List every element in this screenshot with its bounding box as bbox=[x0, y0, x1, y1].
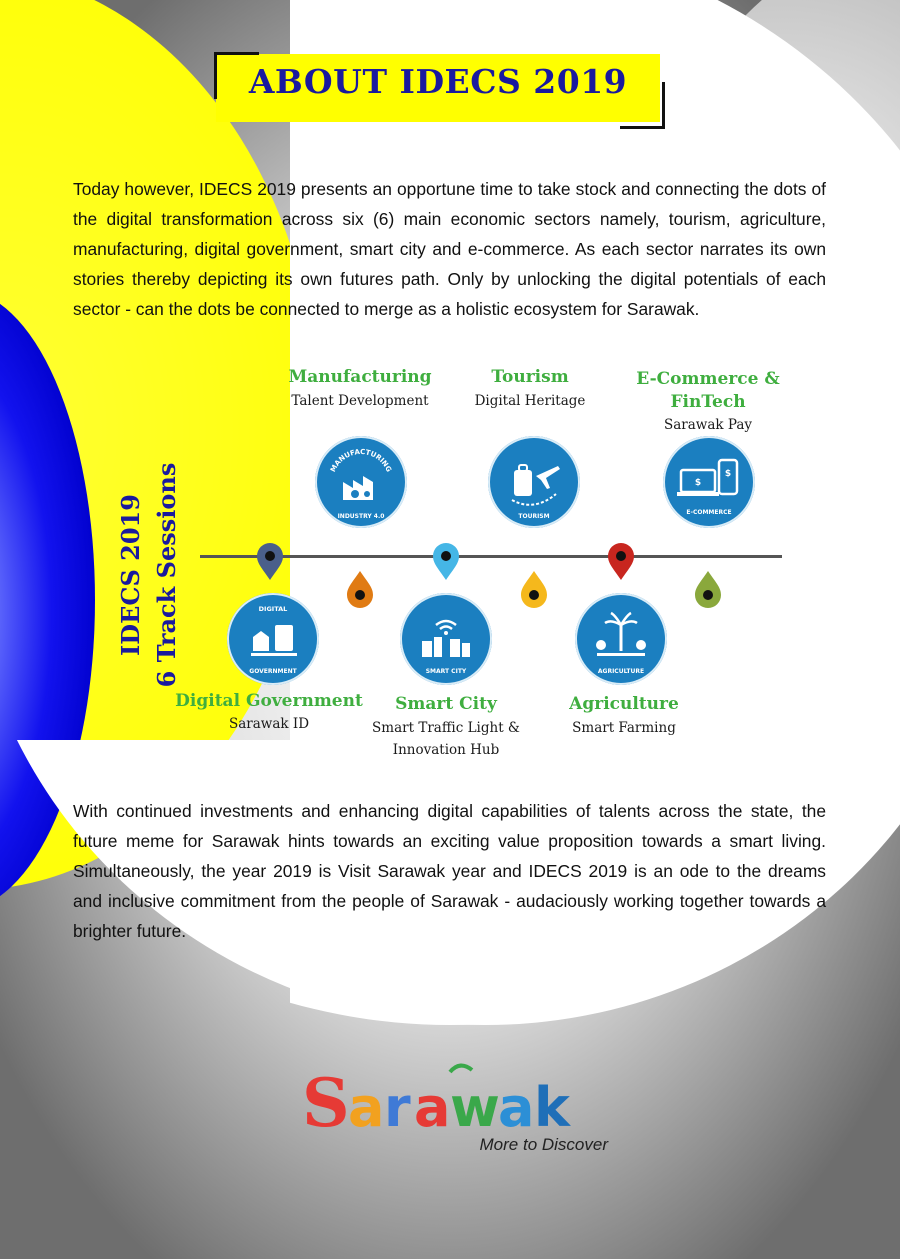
svg-text:MANUFACTURING bbox=[329, 448, 393, 474]
svg-text:$: $ bbox=[694, 478, 702, 488]
ecommerce-pin bbox=[695, 570, 721, 608]
svg-text:a: a bbox=[348, 1076, 385, 1139]
tourism-icon-label: TOURISM bbox=[518, 513, 550, 520]
svg-text:k: k bbox=[534, 1076, 570, 1139]
smart-city-subtitle: Smart Traffic Light & bbox=[372, 720, 520, 736]
title-banner bbox=[216, 54, 660, 122]
svg-text:$: $ bbox=[724, 469, 732, 479]
manufacturing-icon-label: MANUFACTURING bbox=[329, 447, 393, 474]
ecommerce-title-line2: FinTech bbox=[670, 392, 746, 412]
svg-text:S: S bbox=[302, 1064, 350, 1142]
vertical-label-line2: 6 Track Sessions bbox=[152, 462, 181, 688]
smart-city-icon-label: SMART CITY bbox=[425, 668, 467, 675]
logo-tagline: More to Discover bbox=[479, 1135, 608, 1154]
ecommerce-icon-label: E-COMMERCE bbox=[686, 509, 732, 516]
page-title: ABOUT IDECS 2019 bbox=[248, 62, 628, 101]
tourism-subtitle: Digital Heritage bbox=[474, 393, 586, 409]
smart-city-icon bbox=[400, 593, 492, 685]
ecommerce-title: E-Commerce & bbox=[636, 369, 780, 389]
title-corner-top-left bbox=[214, 52, 259, 99]
digital-government-subtitle: Sarawak ID bbox=[228, 716, 310, 732]
tourism-pin bbox=[521, 570, 547, 608]
manufacturing-pin bbox=[347, 570, 373, 608]
sarawak-logo bbox=[300, 1058, 620, 1158]
manufacturing-subtitle: Talent Development bbox=[291, 393, 429, 409]
digital-government-icon-label: DIGITAL bbox=[258, 605, 288, 613]
ecommerce-subtitle: Sarawak Pay bbox=[663, 417, 753, 433]
agriculture-subtitle: Smart Farming bbox=[572, 720, 676, 736]
agriculture-icon bbox=[575, 593, 667, 685]
timeline-line bbox=[200, 555, 782, 558]
svg-text:r: r bbox=[384, 1076, 411, 1139]
ecommerce-icon bbox=[663, 436, 755, 528]
agriculture-icon-label: AGRICULTURE bbox=[597, 668, 645, 675]
digital-government-pin bbox=[257, 543, 283, 581]
svg-text:a: a bbox=[498, 1076, 535, 1139]
agriculture-pin bbox=[608, 543, 634, 581]
tourism-icon bbox=[488, 436, 580, 528]
agriculture-title: Agriculture bbox=[569, 694, 679, 714]
manufacturing-icon bbox=[315, 436, 407, 528]
svg-text:a: a bbox=[414, 1076, 451, 1139]
smart-city-subtitle-line2: Innovation Hub bbox=[392, 742, 500, 758]
digital-government-icon bbox=[227, 593, 319, 685]
closing-paragraph: With continued investments and enhancing digital capabilities of talents across the state, the future meme for Sarawak hints towards an exciting value proposition towards a smart living. Simultaneously, the year 2019 is Visit Sarawak year and IDECS 2019 is an ode to the dreams and inclusive commitment from the people of Sarawak - audaciously working together towards a brighter future. bbox=[73, 801, 826, 941]
manufacturing-title: Manufacturing bbox=[288, 367, 432, 387]
tourism-title: Tourism bbox=[491, 367, 569, 387]
intro-paragraph: Today however, IDECS 2019 presents an opportune time to take stock and connecting the dots of the digital transformation across six (6) main economic sectors namely, tourism, agriculture, manufacturing, digital government, smart city and e-commerce. As each sector narrates its own stories thereby depicting its own futures path. Only by unlocking the digital potentials of each sector - can the dots be connected to merge as a holistic ecosystem for Sarawak. bbox=[73, 179, 826, 319]
smart-city-title: Smart City bbox=[395, 694, 497, 714]
digital-government-icon-sub: GOVERNMENT bbox=[249, 668, 297, 675]
smart-city-pin bbox=[433, 543, 459, 581]
title-corner-bottom-right bbox=[620, 82, 665, 129]
manufacturing-icon-sub: INDUSTRY 4.0 bbox=[337, 513, 385, 520]
vertical-label-line1: IDECS 2019 bbox=[116, 494, 145, 656]
digital-government-title: Digital Government bbox=[175, 691, 363, 711]
svg-text:w: w bbox=[450, 1076, 500, 1139]
